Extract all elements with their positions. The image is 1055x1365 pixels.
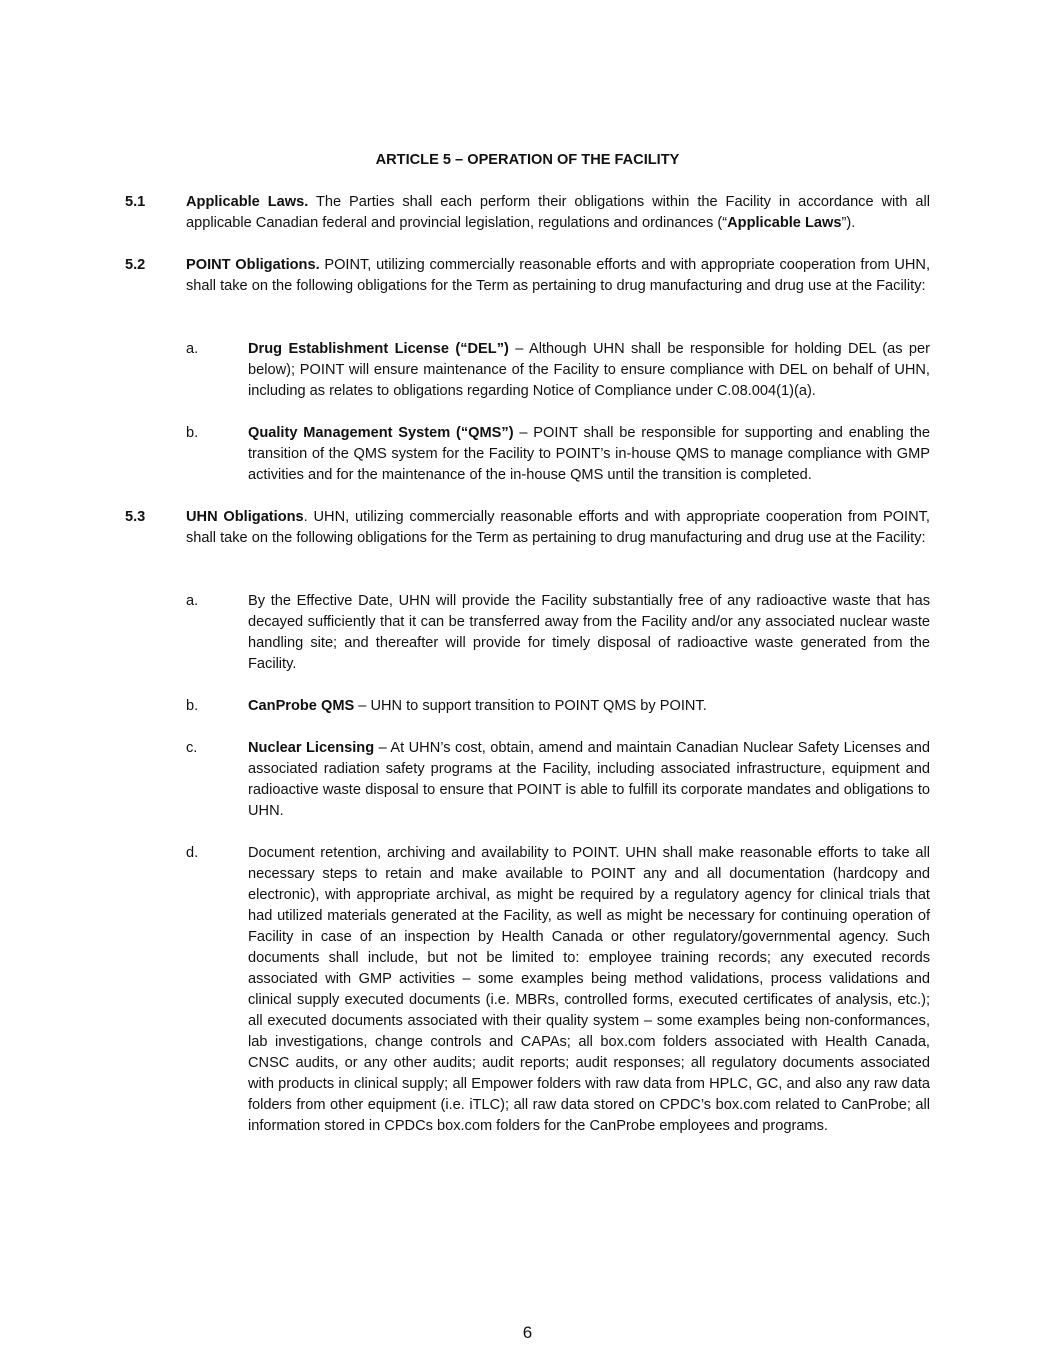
item-label: b. (186, 425, 199, 441)
item-heading: CanProbe QMS (248, 698, 355, 714)
item-text: – POINT shall be responsible for supporting and enabling the transition of the QMS system for the Facility to POINT’s in-house QMS to manage compliance with GMP activities and for the maintenance of the in-house QMS until the transition is completed. (248, 425, 930, 483)
item-heading: Quality Management System (“QMS”) (248, 425, 514, 441)
section-text: The Parties shall each perform their obligations within the Facility in accordance with all applicable Canadian federal and provincial legislation, regulations and ordinances (“ (186, 194, 930, 231)
item-heading: Drug Establishment License (“DEL”) (248, 341, 509, 357)
article-title: ARTICLE 5 – OPERATION OF THE FACILITY (375, 152, 680, 168)
item-body (248, 843, 930, 1137)
section-text: POINT, utilizing commercially reasonable efforts and with appropriate cooperation from UHN, shall take on the following obligations for the Term as pertaining to drug manufacturing and drug use at the Facility: (186, 257, 931, 294)
item-label: c. (186, 740, 198, 756)
section-number: 5.2 (125, 257, 146, 273)
item-text: Document retention, archiving and availability to POINT. UHN shall make reasonable efforts to take all necessary steps to retain and make available to POINT any and all documentation (hardcopy and electronic), with appropriate archival, as might be required by a regulatory agency for clinical trials that had utilized materials generated at the Facility, as well as might be necessary for continuing operation of Facility in case of an inspection by Health Canada or other regulatory/governmental agency. Such documents shall include, but not be limited to: employee training records; any executed records associated with GMP activities – some examples being method validations, process validations and clinical supply executed documents (i.e. MBRs, controlled forms, executed certificates of analysis, etc.); all executed documents associated with their quality system – some examples being non-conformances, lab investigations, change controls and CAPAs; all box.com folders associated with Health Canada, CNSC audits, or any other audits; audit reports; audit responses; all regulatory documents associated with products in clinical supply; all Empower folders with raw data from HPLC, GC, and also any raw data folders from other equipment (i.e. iTLC); all raw data stored on CPDC’s box.com related to CanProbe; all information stored in CPDCs box.com folders for the CanProbe employees and programs. (248, 845, 930, 1134)
item-heading: Nuclear Licensing (248, 740, 375, 756)
section-number: 5.1 (125, 194, 146, 210)
section-body (186, 255, 930, 297)
section-body (186, 192, 930, 234)
item-text: – Although UHN shall be responsible for holding DEL (as per below); POINT will ensure maintenance of the Facility to ensure compliance with DEL on behalf of UHN, including as relates to obligations regarding Notice of Compliance under C.08.004(1)(a). (248, 341, 930, 399)
section-heading: Applicable Laws. (186, 194, 309, 210)
section-body (186, 507, 930, 549)
item-label: a. (186, 593, 199, 609)
section-text: . UHN, utilizing commercially reasonable efforts and with appropriate cooperation from POINT, shall take on the following obligations for the Term as pertaining to drug manufacturing and drug use at the Facility: (186, 509, 930, 546)
page-number: 6 (522, 1323, 533, 1342)
item-body (248, 696, 930, 717)
item-body (248, 591, 930, 675)
item-body (248, 423, 930, 486)
section-text-end: ”). (841, 215, 856, 231)
item-label: b. (186, 698, 199, 714)
item-text: – UHN to support transition to POINT QMS by POINT. (354, 698, 707, 714)
item-body (248, 738, 930, 822)
item-label: a. (186, 341, 199, 357)
section-heading: UHN Obligations (186, 509, 304, 525)
item-body (248, 339, 930, 402)
section-heading: POINT Obligations. (186, 257, 320, 273)
item-text: By the Effective Date, UHN will provide the Facility substantially free of any radioactive waste that has decayed sufficiently that it can be transferred away from the Facility and/or any associated nuclear waste handling site; and thereafter will provide for timely disposal of radioactive waste generated from the Facility. (248, 593, 930, 672)
item-text: – At UHN’s cost, obtain, amend and maintain Canadian Nuclear Safety Licenses and associated radiation safety programs at the Facility, including associated infrastructure, equipment and radioactive waste disposal to ensure that POINT is able to fulfill its corporate mandates and obligations to UHN. (248, 740, 930, 819)
item-label: d. (186, 845, 199, 861)
section-number: 5.3 (125, 509, 146, 525)
defined-term: Applicable Laws (727, 215, 842, 231)
